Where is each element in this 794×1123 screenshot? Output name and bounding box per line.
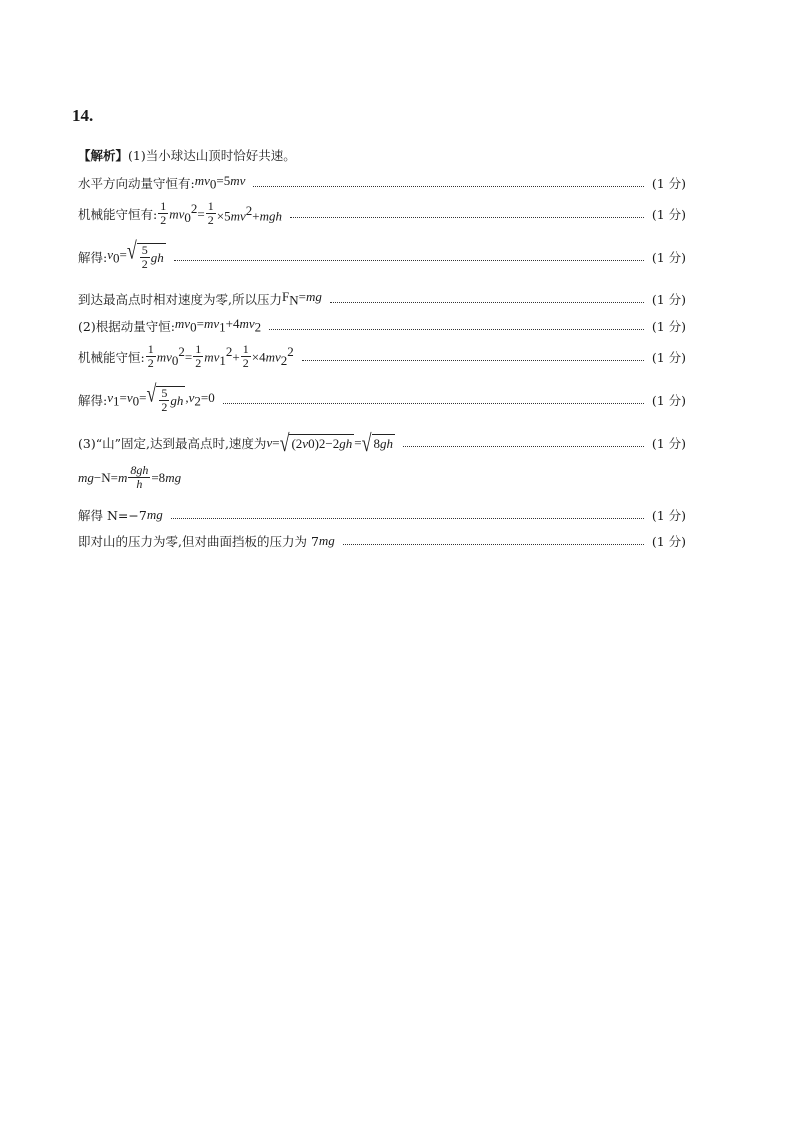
line-prefix: (3)“山”固定,达到最高点时,速度为 (78, 436, 267, 451)
score-label: (1 分) (651, 318, 686, 334)
line-prefix: 解得 N=−7 (78, 508, 147, 523)
formula: mg−N=m (78, 469, 128, 485)
energy-line-1 (78, 200, 686, 227)
momentum-line-2 (78, 316, 686, 336)
score-label: (1 分) (651, 250, 686, 265)
formula: $mv_0^2=$ (156, 344, 193, 368)
formula: $\times 5mv^2+mgh$ (216, 202, 282, 224)
formula: $mv_0^2=$ (169, 201, 205, 225)
line-prefix: 即对山的压力为零,但对曲面挡板的压力为 7 (78, 534, 319, 549)
sqrt-expression: √ 8 gh (361, 429, 393, 457)
score-label: (1 分) (651, 291, 686, 307)
line-prefix: 水平方向动量守恒有: (78, 175, 195, 191)
sqrt-expression: √ $\frac{5}{2}$ gh (126, 236, 164, 271)
formula: $,v_2=0$ (185, 390, 215, 409)
line-prefix: 到达最高点时相对速度为零,所以压力 (78, 291, 282, 307)
leader-dots (330, 301, 644, 303)
pressure-line (78, 289, 686, 309)
line-prefix: 解得: (78, 250, 108, 265)
leader-dots (171, 517, 644, 519)
score-label: (1 分) (651, 534, 686, 549)
energy-line-2 (78, 343, 686, 370)
fraction: $\frac{1}{2}$ (242, 342, 249, 370)
formula: mg (318, 533, 335, 548)
fraction: $\frac{8gh}{h}$ (130, 463, 149, 491)
analysis-label: 【解析】 (78, 148, 129, 163)
leader-dots (343, 543, 644, 545)
leader-dots (223, 402, 644, 404)
formula: $mv_0=mv_1+4mv_2$ (174, 316, 262, 335)
fraction: $\frac{1}{2}$ (160, 199, 167, 227)
formula: =8mg (151, 469, 182, 485)
score-label: (1 分) (651, 206, 686, 222)
formula: $mv_1^2+$ (204, 344, 240, 368)
formula: $v_1=v_0=$ (107, 390, 147, 409)
solve-line-1 (78, 236, 686, 271)
formula: v= (266, 435, 280, 450)
sqrt-expression: √ $\frac{5}{2}$ gh (146, 379, 184, 414)
leader-dots (253, 185, 643, 187)
score-label: (1 分) (651, 508, 686, 523)
leader-dots (403, 445, 644, 447)
score-label: (1 分) (651, 436, 686, 451)
line-prefix: 机械能守恒有: (78, 206, 158, 222)
formula: $v_0=$ (107, 247, 127, 266)
formula: $mv_0=5mv$ (194, 173, 246, 192)
score-label: (1 分) (651, 349, 686, 365)
solve-line-2 (78, 379, 686, 414)
line-prefix: 解得: (78, 393, 108, 408)
solve-line-3 (78, 506, 686, 524)
fraction: $\frac{1}{2}$ (195, 342, 202, 370)
score-label: (1 分) (651, 393, 686, 408)
leader-dots (174, 259, 644, 261)
line-prefix: (2)根据动量守恒: (78, 318, 175, 334)
leader-dots (302, 359, 644, 361)
part1-intro: (1)当小球达山顶时恰好共速。 (128, 148, 296, 163)
score-label: (1 分) (651, 175, 686, 191)
formula: $F_N=mg$ (281, 289, 322, 308)
question-number: 14. (72, 106, 94, 125)
momentum-line-1 (78, 173, 686, 193)
analysis-intro-line (78, 146, 686, 164)
formula: $\times 4mv_2^2$ (251, 344, 294, 368)
fraction: $\frac{1}{2}$ (207, 199, 214, 227)
newton-line (78, 464, 686, 491)
fraction: $\frac{1}{2}$ (147, 342, 154, 370)
conclusion-line (78, 532, 686, 550)
velocity-line: (3)“山”固定,达到最高点时,速度为 v= √ (2 v 0 ) 2 −2 gh = √ 8 gh (1 分) (78, 429, 686, 457)
leader-dots (269, 328, 644, 330)
leader-dots (290, 216, 644, 218)
sqrt-expression: √ (2 v 0 ) 2 −2 gh (279, 429, 353, 457)
line-prefix: 机械能守恒: (78, 349, 145, 365)
formula: mg (146, 507, 163, 522)
